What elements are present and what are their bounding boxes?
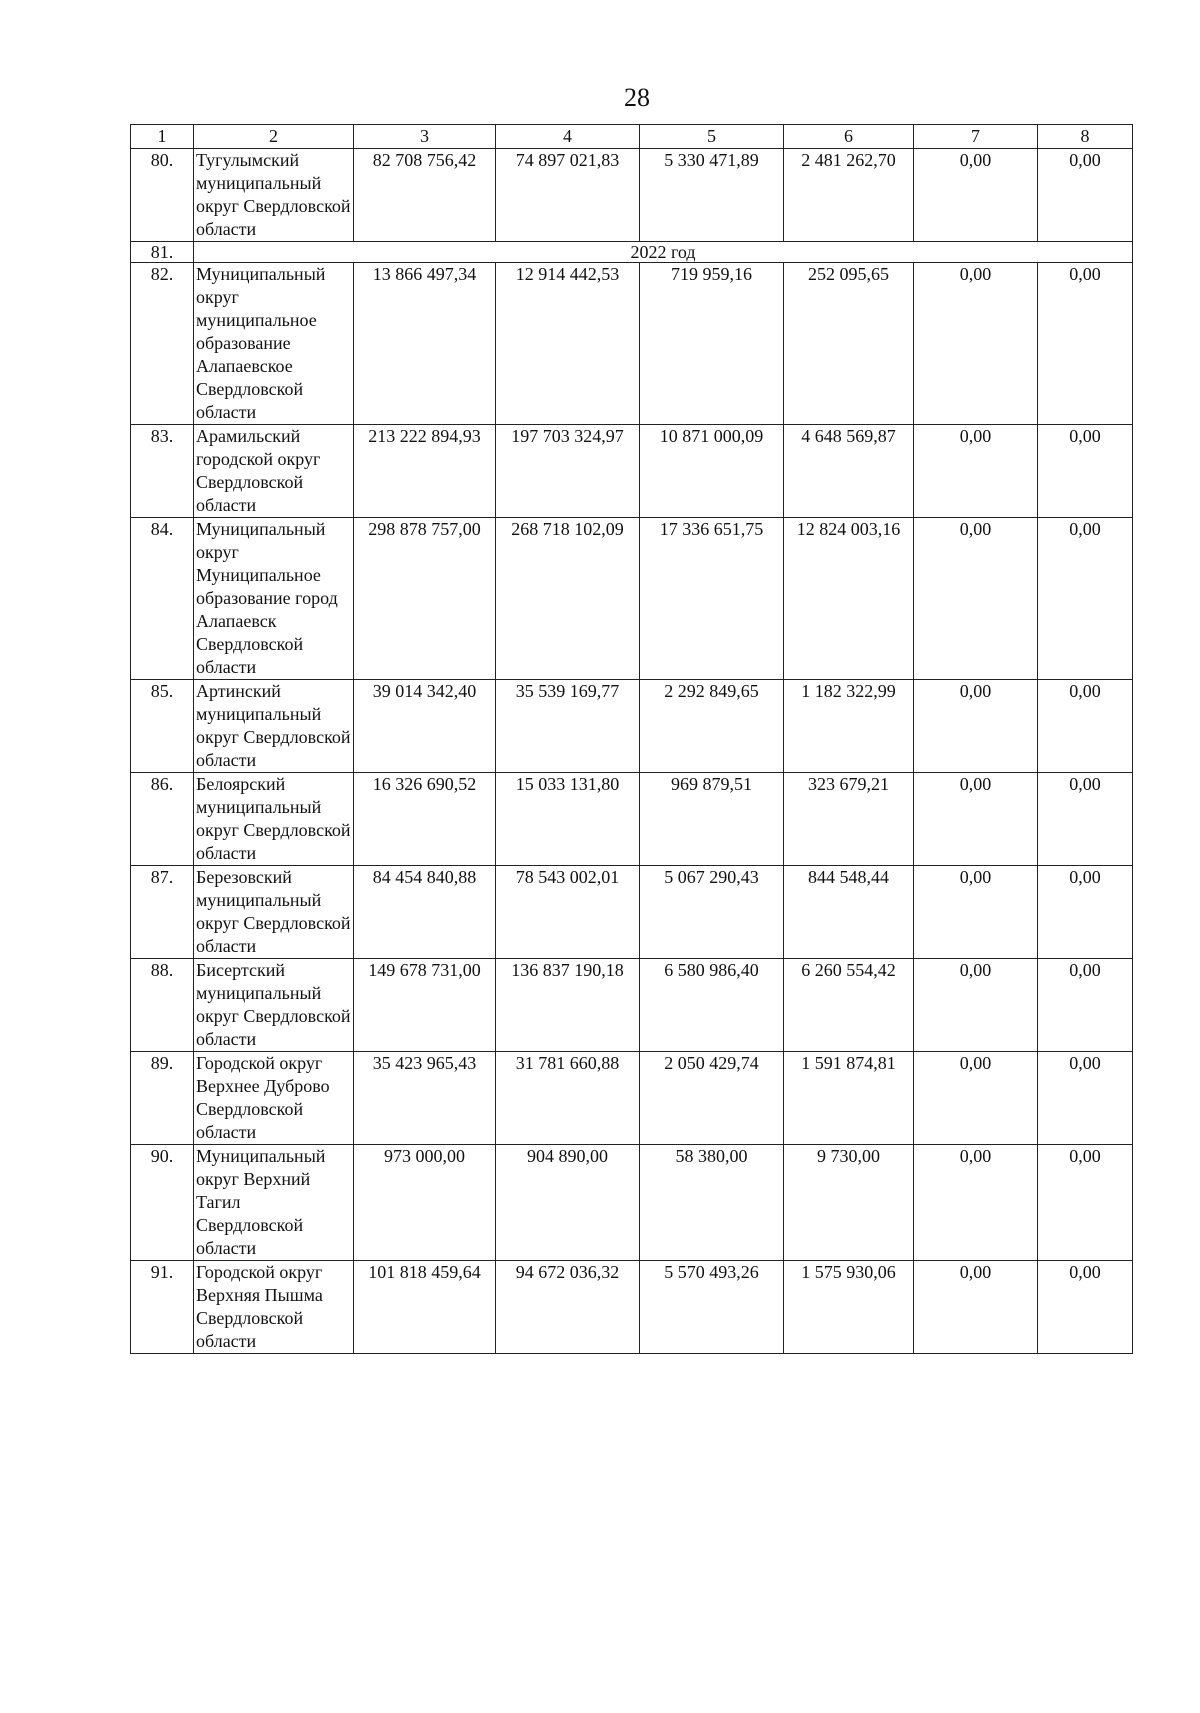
row-number: 84.	[131, 518, 194, 680]
value-col-7: 0,00	[914, 263, 1038, 425]
value-col-3: 35 423 965,43	[354, 1052, 496, 1145]
value-col-5: 17 336 651,75	[640, 518, 784, 680]
table-row	[131, 1261, 1133, 1354]
municipality-name: Муниципальный округ Верхний Тагил Свердловской области	[194, 1145, 354, 1261]
table-row	[131, 518, 1133, 680]
row-number: 89.	[131, 1052, 194, 1145]
value-col-8: 0,00	[1038, 425, 1133, 518]
value-col-3: 149 678 731,00	[354, 959, 496, 1052]
value-col-8: 0,00	[1038, 1052, 1133, 1145]
value-col-5: 719 959,16	[640, 263, 784, 425]
value-col-8: 0,00	[1038, 263, 1133, 425]
column-number-row	[131, 125, 1133, 149]
value-col-7: 0,00	[914, 1261, 1038, 1354]
value-col-7: 0,00	[914, 425, 1038, 518]
value-col-3: 13 866 497,34	[354, 263, 496, 425]
year-heading: 2022 год	[194, 242, 1133, 263]
table-row	[131, 680, 1133, 773]
municipality-name: Муниципальный округ муниципальное образование Алапаевское Свердловской области	[194, 263, 354, 425]
budget-table	[130, 124, 1133, 1354]
value-col-6: 12 824 003,16	[784, 518, 914, 680]
value-col-8: 0,00	[1038, 866, 1133, 959]
value-col-5: 2 292 849,65	[640, 680, 784, 773]
column-header: 8	[1038, 125, 1133, 149]
table-row	[131, 425, 1133, 518]
value-col-6: 1 182 322,99	[784, 680, 914, 773]
value-col-6: 844 548,44	[784, 866, 914, 959]
value-col-5: 5 570 493,26	[640, 1261, 784, 1354]
value-col-5: 2 050 429,74	[640, 1052, 784, 1145]
value-col-3: 16 326 690,52	[354, 773, 496, 866]
row-number: 86.	[131, 773, 194, 866]
value-col-7: 0,00	[914, 959, 1038, 1052]
value-col-4: 31 781 660,88	[496, 1052, 640, 1145]
row-number: 83.	[131, 425, 194, 518]
value-col-4: 74 897 021,83	[496, 149, 640, 242]
table-row	[131, 866, 1133, 959]
value-col-8: 0,00	[1038, 1145, 1133, 1261]
value-col-5: 969 879,51	[640, 773, 784, 866]
value-col-7: 0,00	[914, 680, 1038, 773]
column-header: 6	[784, 125, 914, 149]
row-number: 85.	[131, 680, 194, 773]
column-header: 7	[914, 125, 1038, 149]
value-col-4: 197 703 324,97	[496, 425, 640, 518]
row-number: 88.	[131, 959, 194, 1052]
value-col-6: 1 591 874,81	[784, 1052, 914, 1145]
value-col-7: 0,00	[914, 1145, 1038, 1261]
value-col-8: 0,00	[1038, 680, 1133, 773]
value-col-5: 58 380,00	[640, 1145, 784, 1261]
value-col-8: 0,00	[1038, 773, 1133, 866]
value-col-8: 0,00	[1038, 1261, 1133, 1354]
value-col-6: 323 679,21	[784, 773, 914, 866]
table-row	[131, 263, 1133, 425]
municipality-name: Тугулымский муниципальный округ Свердловской области	[194, 149, 354, 242]
value-col-8: 0,00	[1038, 518, 1133, 680]
value-col-5: 5 067 290,43	[640, 866, 784, 959]
value-col-3: 101 818 459,64	[354, 1261, 496, 1354]
value-col-7: 0,00	[914, 866, 1038, 959]
value-col-5: 10 871 000,09	[640, 425, 784, 518]
value-col-4: 94 672 036,32	[496, 1261, 640, 1354]
value-col-6: 6 260 554,42	[784, 959, 914, 1052]
row-number: 80.	[131, 149, 194, 242]
value-col-3: 82 708 756,42	[354, 149, 496, 242]
year-section-row	[131, 242, 1133, 263]
value-col-6: 4 648 569,87	[784, 425, 914, 518]
municipality-name: Бисертский муниципальный округ Свердловской области	[194, 959, 354, 1052]
row-number: 91.	[131, 1261, 194, 1354]
value-col-4: 904 890,00	[496, 1145, 640, 1261]
value-col-7: 0,00	[914, 518, 1038, 680]
table-row	[131, 1145, 1133, 1261]
value-col-6: 9 730,00	[784, 1145, 914, 1261]
value-col-4: 12 914 442,53	[496, 263, 640, 425]
value-col-3: 84 454 840,88	[354, 866, 496, 959]
row-number: 90.	[131, 1145, 194, 1261]
column-header: 1	[131, 125, 194, 149]
value-col-4: 15 033 131,80	[496, 773, 640, 866]
value-col-3: 39 014 342,40	[354, 680, 496, 773]
column-header: 2	[194, 125, 354, 149]
value-col-3: 973 000,00	[354, 1145, 496, 1261]
value-col-4: 136 837 190,18	[496, 959, 640, 1052]
municipality-name: Артинский муниципальный округ Свердловской области	[194, 680, 354, 773]
value-col-8: 0,00	[1038, 149, 1133, 242]
value-col-5: 6 580 986,40	[640, 959, 784, 1052]
column-header: 3	[354, 125, 496, 149]
value-col-4: 268 718 102,09	[496, 518, 640, 680]
table-row	[131, 1052, 1133, 1145]
value-col-4: 35 539 169,77	[496, 680, 640, 773]
value-col-7: 0,00	[914, 773, 1038, 866]
municipality-name: Арамильский городской округ Свердловской области	[194, 425, 354, 518]
municipality-name: Белоярский муниципальный округ Свердловской области	[194, 773, 354, 866]
value-col-8: 0,00	[1038, 959, 1133, 1052]
value-col-6: 1 575 930,06	[784, 1261, 914, 1354]
column-header: 4	[496, 125, 640, 149]
table-row	[131, 959, 1133, 1052]
municipality-name: Муниципальный округ Муниципальное образование город Алапаевск Свердловской области	[194, 518, 354, 680]
table-row	[131, 149, 1133, 242]
value-col-5: 5 330 471,89	[640, 149, 784, 242]
value-col-6: 252 095,65	[784, 263, 914, 425]
row-number: 81.	[131, 242, 194, 263]
municipality-name: Городской округ Верхнее Дуброво Свердловской области	[194, 1052, 354, 1145]
municipality-name: Березовский муниципальный округ Свердловской области	[194, 866, 354, 959]
page-number: 28	[624, 83, 650, 112]
municipality-name: Городской округ Верхняя Пышма Свердловской области	[194, 1261, 354, 1354]
value-col-7: 0,00	[914, 1052, 1038, 1145]
value-col-4: 78 543 002,01	[496, 866, 640, 959]
value-col-3: 298 878 757,00	[354, 518, 496, 680]
value-col-3: 213 222 894,93	[354, 425, 496, 518]
value-col-6: 2 481 262,70	[784, 149, 914, 242]
row-number: 82.	[131, 263, 194, 425]
row-number: 87.	[131, 866, 194, 959]
column-header: 5	[640, 125, 784, 149]
value-col-7: 0,00	[914, 149, 1038, 242]
table-row	[131, 773, 1133, 866]
